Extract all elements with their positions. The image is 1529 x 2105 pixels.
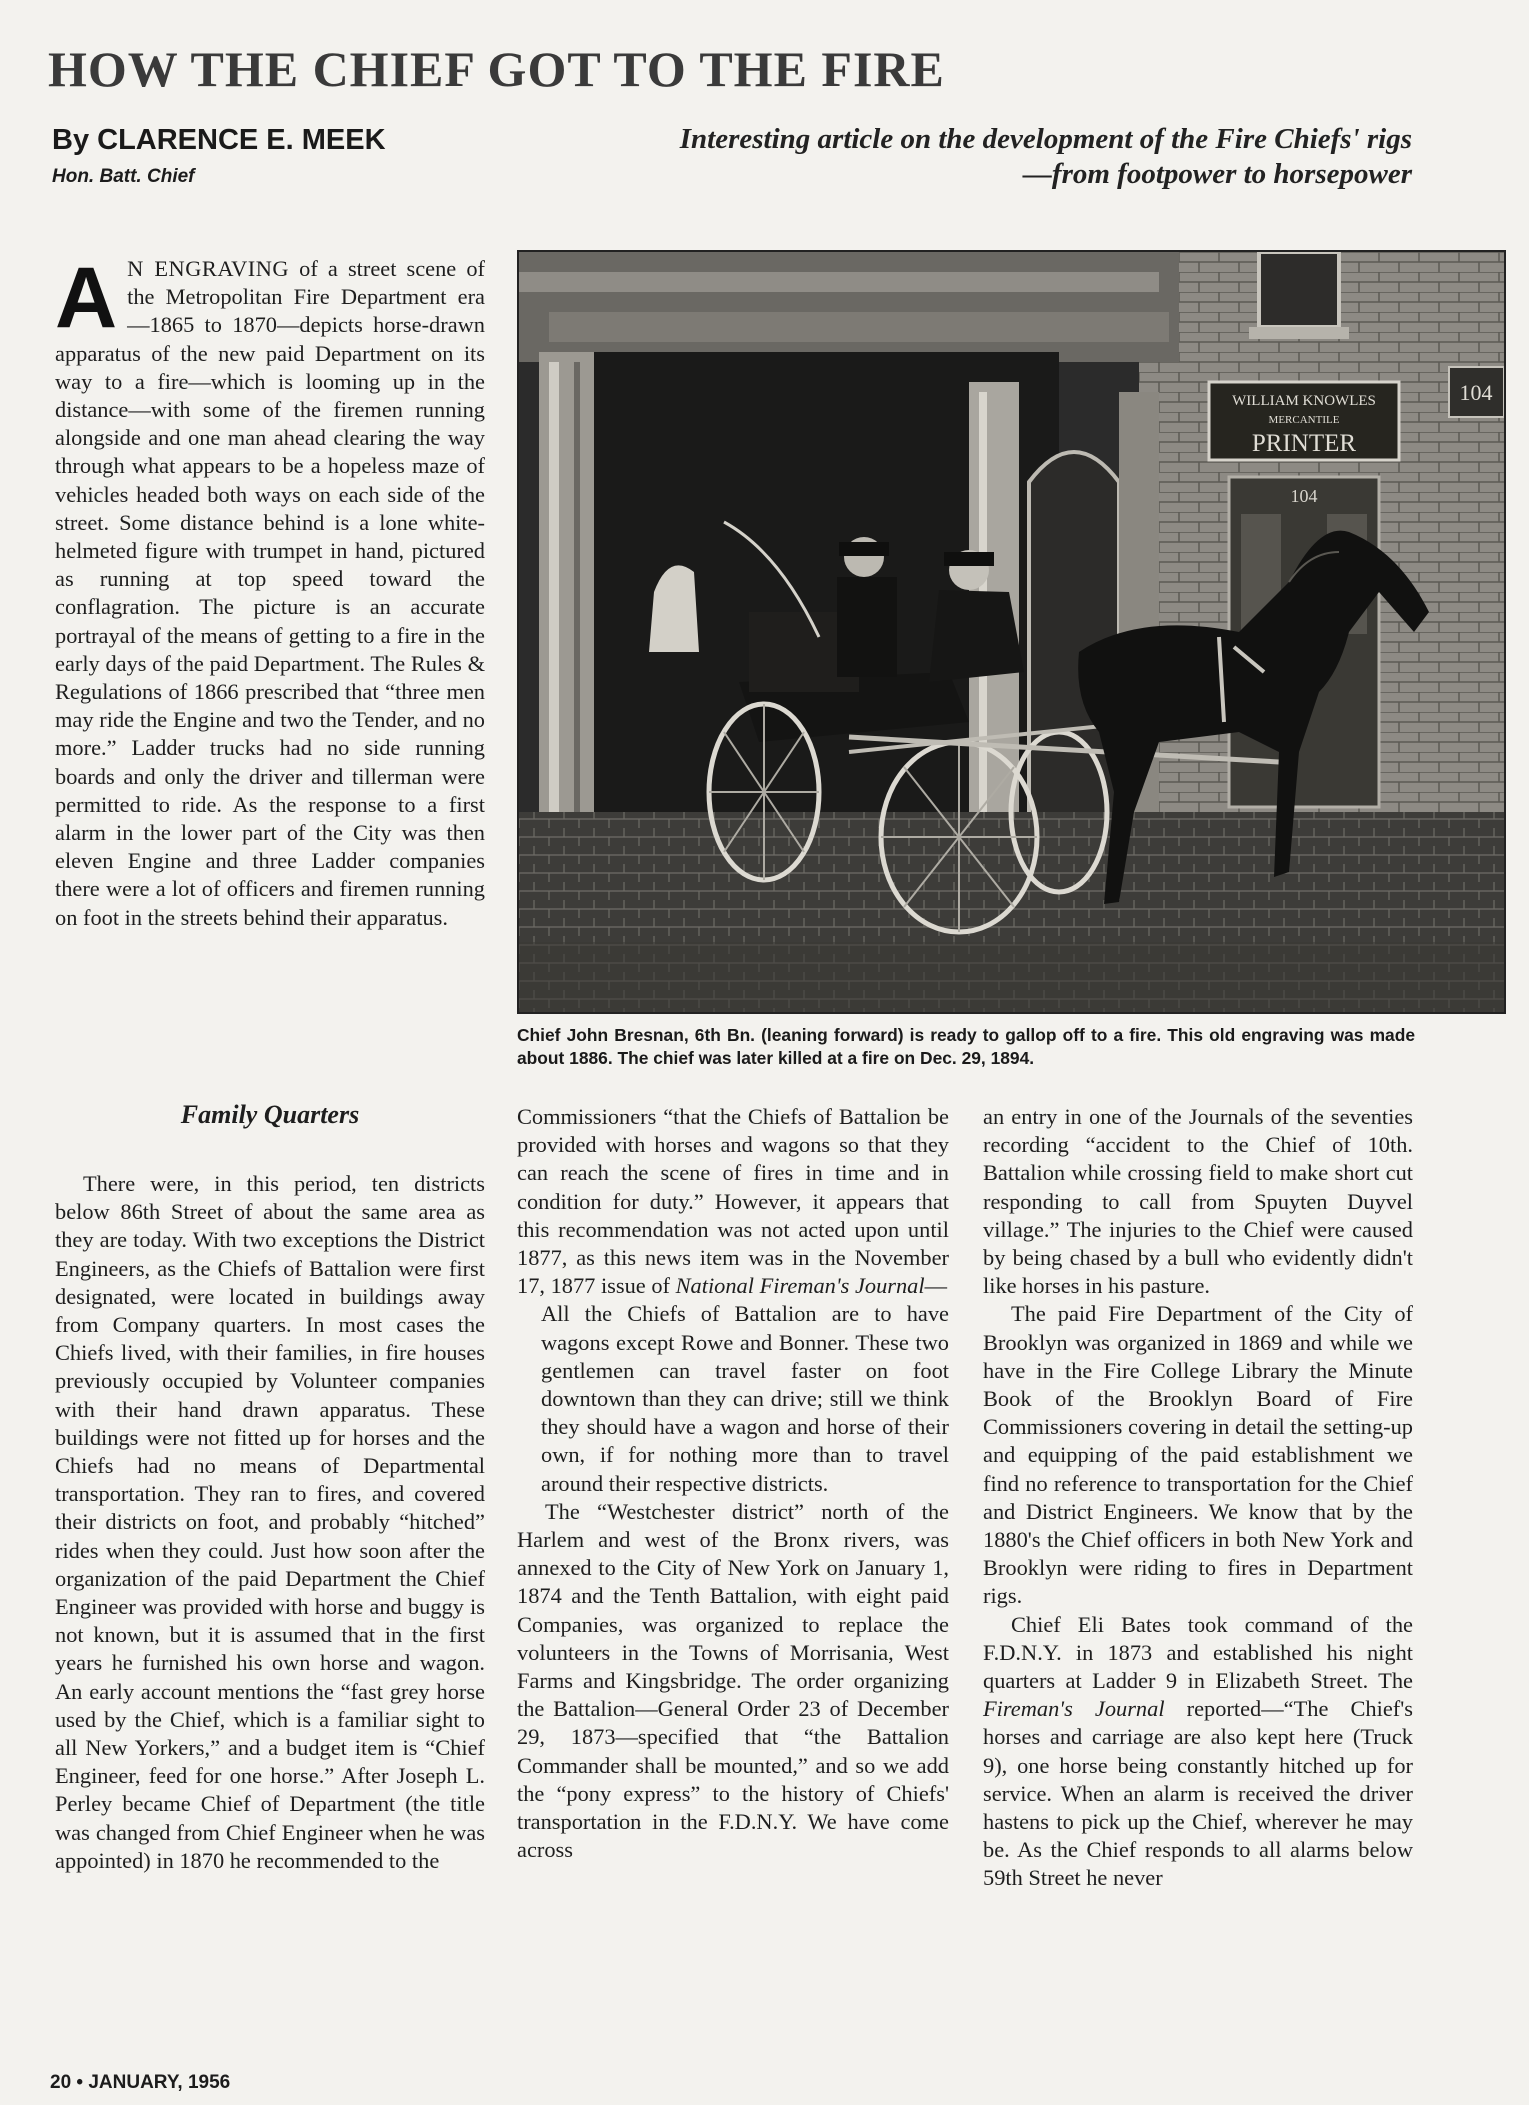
author-title: Hon. Batt. Chief: [52, 166, 195, 187]
column-1-text: There were, in this period, ten districts below 86th Street of about the same area as they are today. With two exceptions the District Engineers, as the Chiefs of Battalion were first designated, were located in buildings away from Company quarters. In most cases the Chiefs lived, with their families, in fire houses previously occupied by Volunteer companies with their hand drawn apparatus. These buildings were not fitted up for horses and the Chiefs had no means of Departmental transportation. They ran to fires, and covered their districts on foot, and probably “hitched” rides when they could. Just how soon after the organization of the paid Department the Chief Engineer was provided with horse and buggy is not known, but it is assumed that in the first years he furnished his own horse and wagon. An early account mentions the “fast grey horse used by the Chief, which is a familiar sight to all New Yorkers,” and a budget item is “Chief Engineer, feed for one horse.” After Joseph L. Perley became Chief of Department (the title was changed from Chief Engineer when he was appointed) in 1870 he recommended to the: [55, 1171, 485, 1873]
engraving-illustration: [519, 252, 1504, 1012]
issue-date: JANUARY, 1956: [88, 2072, 231, 2093]
col2-quote: All the Chiefs of Battalion are to have wagons except Rowe and Bonner. These two gentlemen can travel faster on foot downtown than they can drive; still we think they should have a wagon and horse of their own, if for nothing more than to travel around their respective districts.: [541, 1301, 949, 1496]
engraving-photo: [517, 250, 1506, 1014]
col2-journal-title: National Fireman's Journal: [675, 1273, 925, 1299]
author-byline: By CLARENCE E. MEEK: [52, 124, 386, 156]
col3-p1: an entry in one of the Journals of the seventies recording “accident to the Chief of 10th. Battalion while crossing field to make short cut responding to call from Spuyten Duyvel village.” The injuries to the Chief were caused by being chased by a bull who evidently didn't like horses in his pasture.: [983, 1104, 1413, 1299]
intro-lead: N ENGRAVING: [127, 256, 290, 281]
page-footer: [50, 2072, 230, 2094]
col3-p3-end: reported—“The Chief's horses and carriage are also kept here (Truck 9), one horse being constantly hitched up for service. When an alarm is received the driver hastens to pick up the Chief, wherever he may be. As the Chief responds to all alarms below 59th Street he never: [983, 1696, 1413, 1891]
footer-bullet: •: [76, 2072, 84, 2093]
sign-main: PRINTER: [1251, 430, 1357, 457]
page-number: 20: [50, 2072, 72, 2093]
corner-number: 104: [1459, 380, 1493, 405]
section-heading: Family Quarters: [180, 1100, 360, 1129]
intro-column: [55, 250, 485, 932]
col2-p1-end: —: [924, 1273, 947, 1299]
drop-cap: A: [55, 250, 118, 346]
col3-p2: The paid Fire Department of the City of Brooklyn was organized in 1869 and while we have in the Fire College Library the Minute Book of the Brooklyn Board of Fire Commissioners covering in detail the setting-up and equipping of the paid establishment we find no reference to transportation for the Chief and District Engineers. We know that by the 1880's the Chief officers in both New York and Brooklyn were riding to fires in Department rigs.: [983, 1301, 1413, 1609]
article-tagline: Interesting article on the development of the Fire Chiefs' rigs—from footpower to horsepower: [679, 123, 1412, 190]
sign-sub: MERCANTILE: [1268, 414, 1340, 426]
intro-text: of a street scene of the Metropolitan Fire Department era—1865 to 1870—depicts horse-drawn apparatus of the new paid Department on its way to a fire—which is looming up in the distance—with some of the firemen running alongside and one man ahead clearing the way through what appears to be a hopeless maze of vehicles headed both ways on each side of the street. Some distance behind is a lone white-helmeted figure with trumpet in hand, pictured as running at top speed toward the conflagration. The picture is an accurate portrayal of the means of getting to a fire in the early days of the paid Department. The Rules & Regulations of 1866 prescribed that “three men may ride the Engine and two the Tender, and no more.” Ladder trucks had no side running boards and only the driver and tillerman were permitted to ride. As the response to a first alarm in the lower part of the City was then eleven Engine and three Ladder companies there were a lot of officers and firemen running on foot in the streets behind their apparatus.: [55, 256, 485, 930]
col3-p3: Chief Eli Bates took command of the F.D.N.Y. in 1873 and established his night quarters at Ladder 9 in Elizabeth Street. The: [983, 1611, 1413, 1694]
article-title: HOW THE CHIEF GOT TO THE FIRE: [48, 41, 945, 97]
photo-caption: Chief John Bresnan, 6th Bn. (leaning forward) is ready to gallop off to a fire. This old engraving was made about 1886. The chief was later killed at a fire on Dec. 29, 1894.: [517, 1025, 1415, 1068]
sign-name: WILLIAM KNOWLES: [1232, 393, 1376, 409]
column-3: [983, 1103, 1413, 1893]
col3-journal-title: Fireman's Journal: [983, 1696, 1165, 1722]
col2-p2: The “Westchester district” north of the Harlem and west of the Bronx rivers, was annexed to the City of New York on January 1, 1874 and the Tenth Battalion, with eight paid Companies, was organized to replace the volunteers in the Towns of Morrisania, West Farms and Kingsbridge. The order organizing the Battalion—General Order 23 of December 29, 1873—specified that “the Battalion Commander shall be mounted,” and so we add the “pony express” to the history of Chiefs' transportation in the F.D.N.Y. We have come across: [517, 1498, 949, 1863]
door-number: 104: [1290, 486, 1318, 506]
column-2: [517, 1103, 949, 1864]
col2-p1: Commissioners “that the Chiefs of Battalion be provided with horses and wagons so that they can reach the scene of fires in time and in condition for duty.” However, it appears that this recommendation was not acted upon until 1877, as this news item was in the November 17, 1877 issue of: [517, 1104, 949, 1299]
column-1: [55, 1100, 485, 1875]
